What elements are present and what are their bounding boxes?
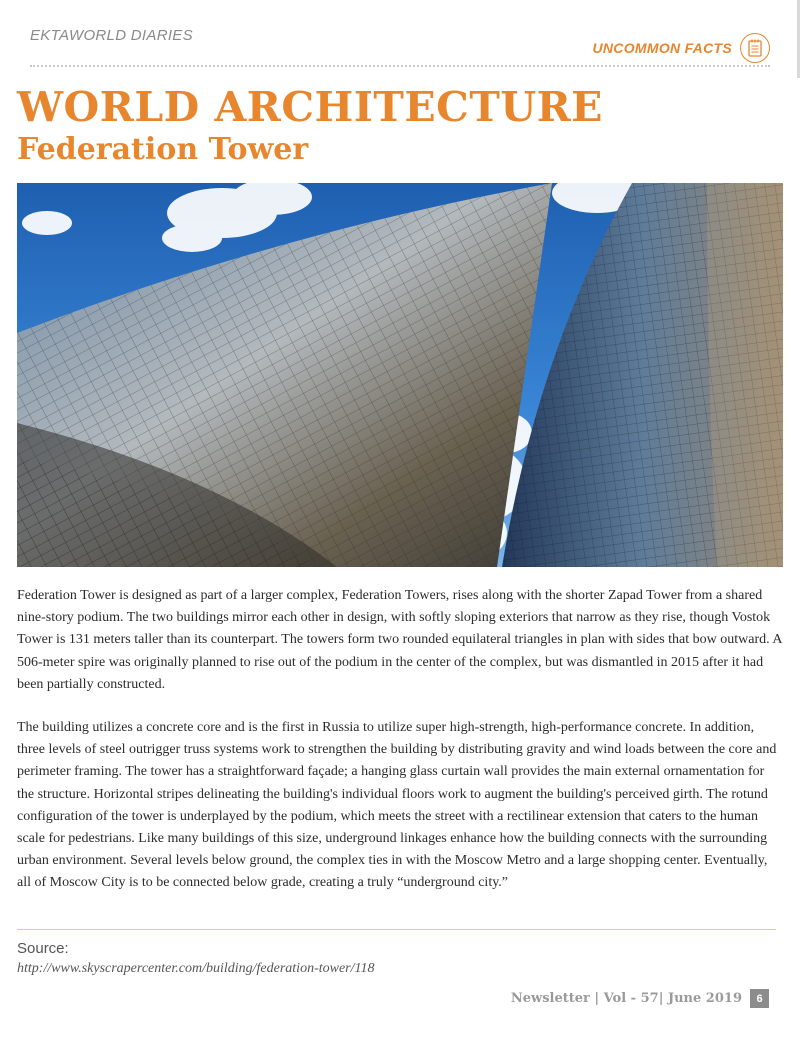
section-label: UNCOMMON FACTS xyxy=(592,40,732,56)
page-footer xyxy=(511,989,769,1008)
source-label: Source: xyxy=(17,940,69,957)
header-divider xyxy=(30,65,770,67)
footer-issue-info: Newsletter | Vol - 57| June 2019 xyxy=(510,991,742,1006)
source-divider xyxy=(17,929,776,930)
section-label-group xyxy=(592,33,770,63)
article-subtitle: Federation Tower xyxy=(17,132,309,167)
article-paragraph-2: The building utilizes a concrete core and is the first in Russia to utilize super high-strength, high-performance concrete. In addition, three levels of steel outrigger truss systems work to strengthen the building by distributing gravity and wind loads between the core and perimeter framing. The tower has a straightforward façade; a hanging glass curtain wall provides the main external ornamentation for the structure. Horizontal stripes delineating the building's individual floors work to augment the building's perceived girth. The rotund configuration of the tower is underplayed by the podium, which meets the street with a rectilinear extension that caters to the human scale for pedestrians. Like many buildings of this size, underground linkages enhance how the building connects with the surrounding urban environment. Several levels below ground, the complex ties in with the Moscow Metro and a large shopping center. Eventually, all of Moscow City is to be connected below grade, creating a truly “underground city.” xyxy=(17,720,777,891)
page-number: 6 xyxy=(750,989,769,1008)
article-paragraph-1: Federation Tower is designed as part of a larger complex, Federation Towers, rises along with the shorter Zapad Tower from a shared nine-story podium. The two buildings mirror each other in design, with softly sloping exteriors that narrow as they rise, though Vostok Tower is 131 meters taller than its counterpart. The towers form two rounded equilateral triangles in plan with sides that bow outward. A 506-meter spire was originally planned to rise out of the podium in the center of the complex, but was dismantled in 2015 after it had been partially constructed. xyxy=(17,588,782,692)
article-title: WORLD ARCHITECTURE xyxy=(17,83,603,131)
notepad-icon xyxy=(740,33,770,63)
tower-photo xyxy=(17,183,783,567)
source-link[interactable]: http://www.skyscrapercenter.com/building/federation-tower/118 xyxy=(17,961,375,976)
brand-name: EKTAWORLD DIARIES xyxy=(30,27,193,44)
